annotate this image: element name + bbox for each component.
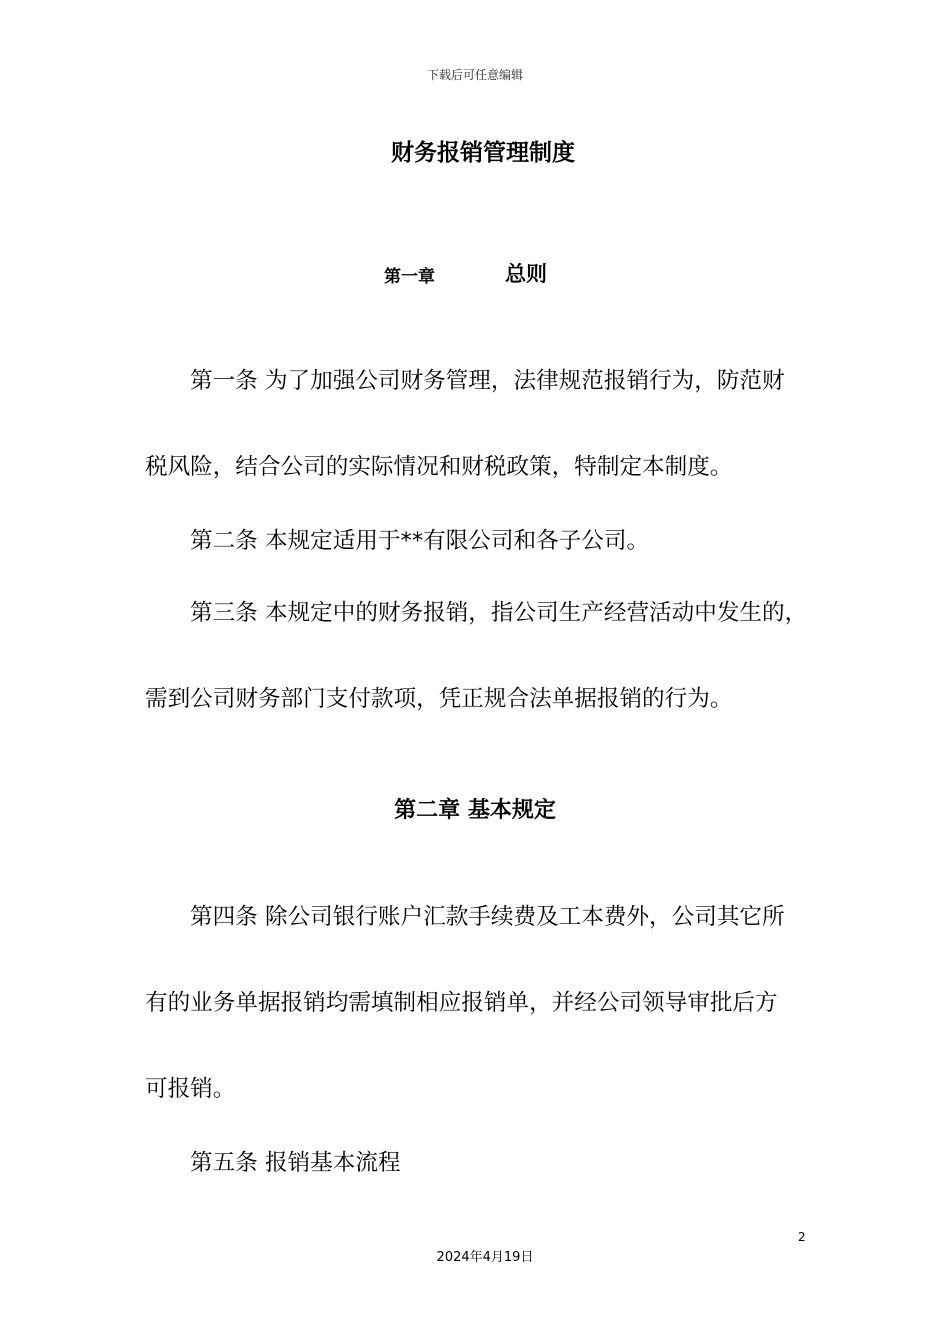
- article4-line1: 第四条 除公司银行账户汇款手续费及工本费外，公司其它所: [190, 904, 785, 930]
- header-note: 下载后可任意编辑: [426, 68, 523, 82]
- article3-line1: 第三条 本规定中的财务报销，指公司生产经营活动中发生的，: [190, 600, 808, 626]
- article5-line1: 第五条 报销基本流程: [190, 1150, 401, 1176]
- footer-date: 2024年4月19日: [436, 1250, 534, 1265]
- page-number: 2: [798, 1230, 806, 1244]
- article4-line3: 可报销。: [145, 1076, 236, 1102]
- chapter1-number: 第一章: [384, 267, 435, 287]
- article1-line1: 第一条 为了加强公司财务管理，法律规范报销行为，防范财: [190, 368, 785, 394]
- article3-line2: 需到公司财务部门支付款项，凭正规合法单据报销的行为。: [145, 686, 733, 712]
- article4-line2: 有的业务单据报销均需填制相应报销单，并经公司领导审批后方: [145, 990, 778, 1016]
- document-title: 财务报销管理制度: [391, 140, 575, 166]
- article1-line2: 税风险，结合公司的实际情况和财税政策，特制定本制度。: [145, 454, 733, 480]
- chapter1-name: 总则: [505, 262, 547, 286]
- chapter2-title: 第二章 基本规定: [394, 798, 556, 823]
- article2-line1: 第二条 本规定适用于**有限公司和各子公司。: [190, 528, 650, 554]
